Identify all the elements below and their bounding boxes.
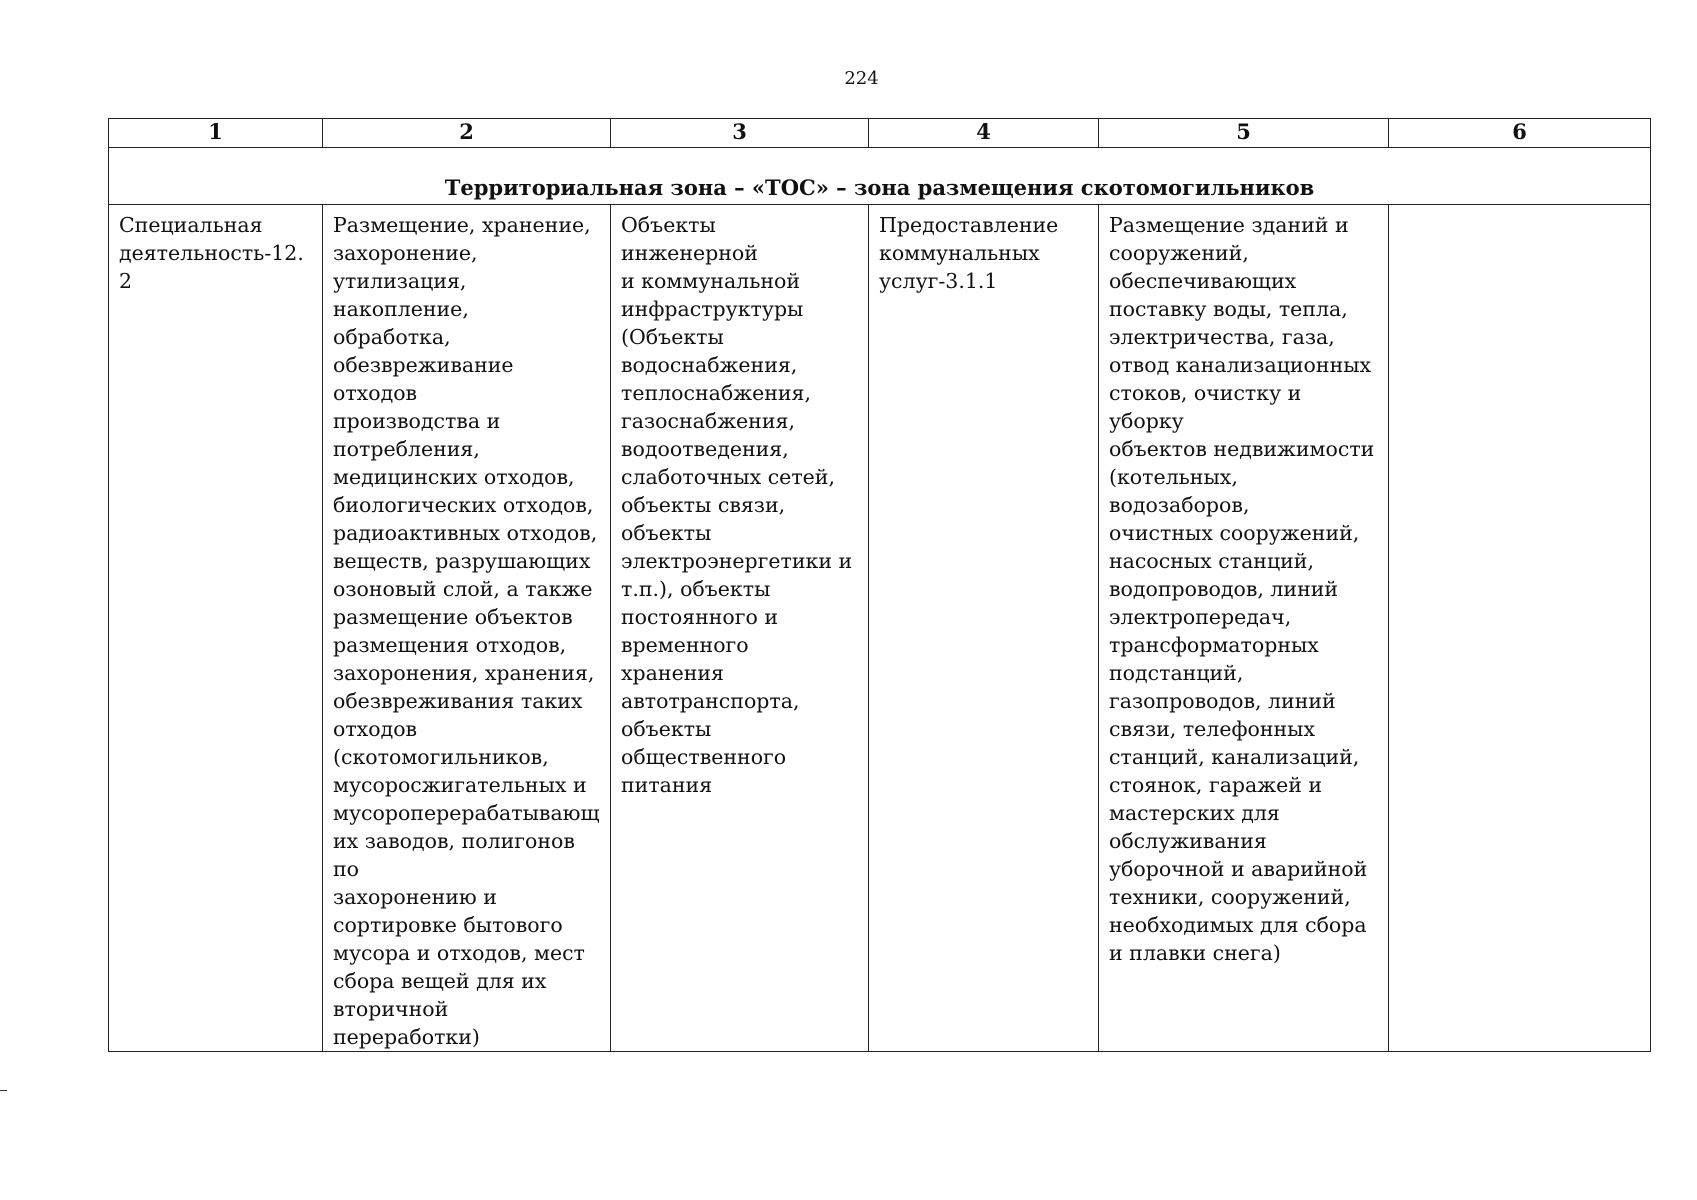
- page-number: 224: [844, 68, 879, 89]
- zone-title-row: [109, 148, 1651, 205]
- cell-column-6: [1389, 205, 1651, 1052]
- header-cell-1: 1: [109, 119, 323, 148]
- cell-auxiliary-type: Предоставление коммунальных услуг-3.1.1: [869, 205, 1099, 1052]
- cell-auxiliary-description: Размещение зданий и сооружений, обеспечивающих поставку воды, тепла, электричества, газа, отвод канализационных стоков, очистку и уборку объектов недвижимости (котельных, водозаборов, очистных сооружений, насосных станций, водопроводов, линий электропередач, трансформаторных подстанций, газопроводов, линий связи, телефонных станций, канализаций, стоянок, гаражей и мастерских для обслуживания уборочной и аварийной техники, сооружений, необходимых для сбора и плавки снега): [1099, 205, 1389, 1052]
- cell-activity-type: Специальная деятельность-12.2: [109, 205, 323, 1052]
- header-cell-3: 3: [611, 119, 869, 148]
- header-cell-4: 4: [869, 119, 1099, 148]
- zone-title: Территориальная зона – «ТОС» – зона размещения скотомогильников: [109, 148, 1651, 205]
- header-row: [109, 119, 1651, 148]
- cell-activity-description: Размещение, хранение, захоронение, утилизация, накопление, обработка, обезвреживание отходов производства и потребления, медицинских отходов, биологических отходов, радиоактивных отходов, веществ, разрушающих озоновый слой, а также размещение объектов размещения отходов, захоронения, хранения, обезвреживания таких отходов (скотомогильников, мусоросжигательных и мусороперерабатывающ их заводов, полигонов по захоронению и сортировке бытового мусора и отходов, мест сбора вещей для их вторичной переработки): [323, 205, 611, 1052]
- table-row: [109, 205, 1651, 1052]
- header-cell-2: 2: [323, 119, 611, 148]
- header-cell-5: 5: [1099, 119, 1389, 148]
- margin-mark: [0, 1090, 7, 1091]
- cell-auxiliary-objects: Объекты инженерной и коммунальной инфраструктуры (Объекты водоснабжения, теплоснабжения, газоснабжения, водоотведения, слаботочных сетей, объекты связи, объекты электроэнергетики и т.п.), объекты постоянного и временного хранения автотранспорта, объекты общественного питания: [611, 205, 869, 1052]
- zoning-table: [108, 118, 1651, 1052]
- header-cell-6: 6: [1389, 119, 1651, 148]
